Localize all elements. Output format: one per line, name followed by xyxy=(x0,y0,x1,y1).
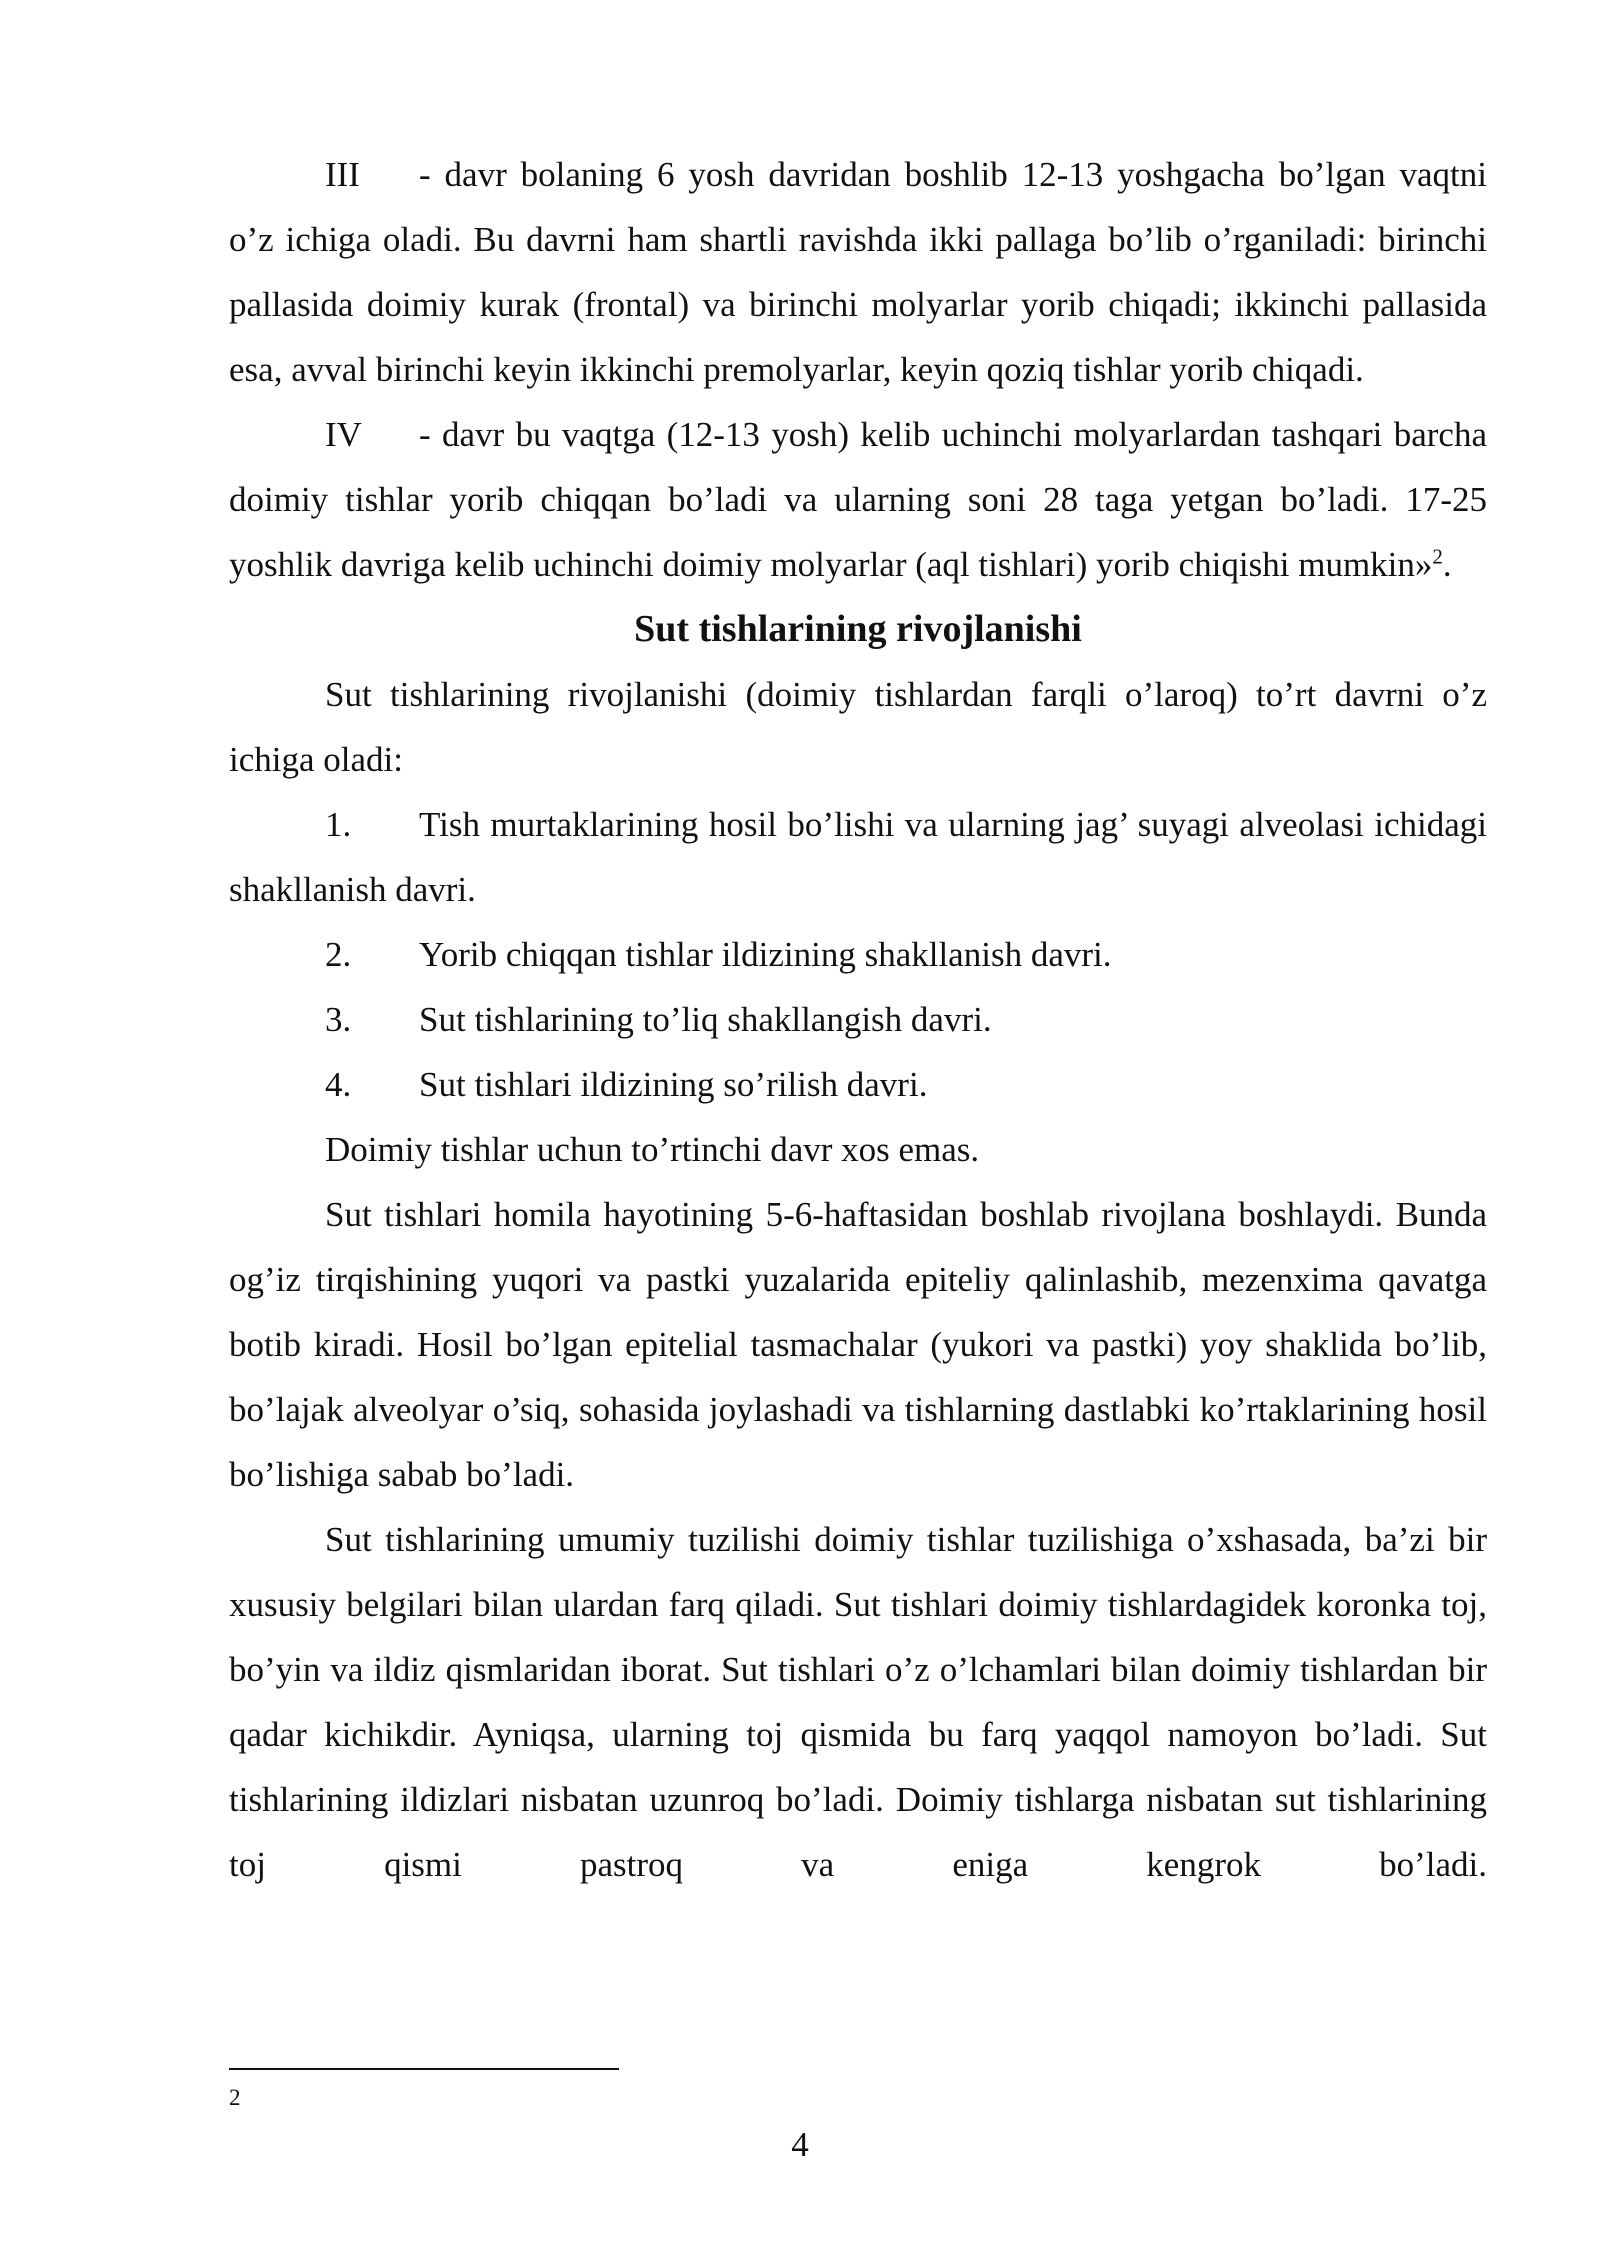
paragraph-period-iv xyxy=(229,402,1487,597)
page-body xyxy=(229,142,1487,1897)
footnote-mark: 2 xyxy=(229,2085,241,2110)
page-number: 4 xyxy=(791,2125,809,2164)
list-item xyxy=(229,1052,1487,1117)
list-text: Yorib chiqqan tishlar ildizining shakllanish davri. xyxy=(419,935,1112,974)
paragraph-development: Sut tishlari homila hayotining 5-6-haftasidan boshlab rivojlana boshlaydi. Bunda og’iz tirqishining yuqori va pastki yuzalarida epiteliy qalinlashib, mezenxima qavatga botib kiradi. Hosil bo’lgan epitelial tasmachalar (yukori va pastki) yoy shaklida bo’lib, bo’lajak alveolyar o’siq, sohasida joylashadi va tishlarning dastlabki ko’rtaklarining hosil bo’lishiga sabab bo’ladi. xyxy=(229,1195,1487,1494)
list-text: Tish murtaklarining hosil bo’lishi va ularning jag’ suyagi alveolasi ichidagi shakllanish davri. xyxy=(229,805,1487,909)
period-label: III xyxy=(325,155,360,194)
list-number: 4. xyxy=(325,1065,352,1104)
list-item xyxy=(229,987,1487,1052)
list-item xyxy=(229,922,1487,987)
paragraph-text: - davr bolaning 6 yosh davridan boshlib 12-13 yoshgacha bo’lgan vaqtni o’z ichiga oladi. Bu davrni ham shartli ravishda ikki pallaga bo’lib o’rganiladi: birinchi pallasida doimiy kurak (frontal) va birinchi molyarlar yorib chiqadi; ikkinchi pallasida esa, avval birinchi keyin ikkinchi premolyarlar, keyin qoziq tishlar yorib chiqadi. xyxy=(229,155,1487,389)
list-number: 2. xyxy=(325,935,352,974)
paragraph-text: - davr bu vaqtga (12-13 yosh) kelib uchinchi molyarlardan tashqari barcha doimiy tishlar yorib chiqqan bo’ladi va ularning soni 28 taga yetgan bo’ladi. 17-25 yoshlik davriga kelib uchinchi doimiy molyarlar (aql tishlari) yorib chiqishi mumkin» xyxy=(229,415,1487,584)
list-text: Sut tishlari ildizining so’rilish davri. xyxy=(419,1065,928,1104)
paragraph-note: Doimiy tishlar uchun to’rtinchi davr xos emas. xyxy=(325,1130,980,1169)
section-heading: Sut tishlarining rivojlanishi xyxy=(634,608,1082,650)
paragraph-intro: Sut tishlarining rivojlanishi (doimiy tishlardan farqli o’laroq) to’rt davrni o’z ichiga oladi: xyxy=(229,675,1487,779)
footnote-separator xyxy=(229,2068,619,2070)
list-number: 1. xyxy=(325,805,352,844)
paragraph-structure: Sut tishlarining umumiy tuzilishi doimiy tishlar tuzilishiga o’xshasada, ba’zi bir xususiy belgilari bilan ulardan farq qiladi. Sut tishlari doimiy tishlardagidek koronka toj, bo’yin va ildiz qismlaridan iborat. Sut tishlari o’z o’lchamlari bilan doimiy tishlardan bir qadar kichikdir. Ayniqsa, ularning toj qismida bu farq yaqqol namoyon bo’ladi. Sut tishlarining ildizlari nisbatan uzunroq bo’ladi. Doimiy tishlarga nisbatan sut tishlarining toj qismi pastroq va eniga kengrok bo’ladi. xyxy=(229,1520,1487,1884)
paragraph-tail: . xyxy=(1442,545,1452,584)
list-text: Sut tishlarining to’liq shakllangish davri. xyxy=(419,1000,992,1039)
paragraph-period-iii xyxy=(229,142,1487,402)
period-label: IV xyxy=(325,415,362,454)
list-item xyxy=(229,792,1487,922)
list-number: 3. xyxy=(325,1000,352,1039)
footnote-reference[interactable]: 2 xyxy=(1432,544,1443,569)
